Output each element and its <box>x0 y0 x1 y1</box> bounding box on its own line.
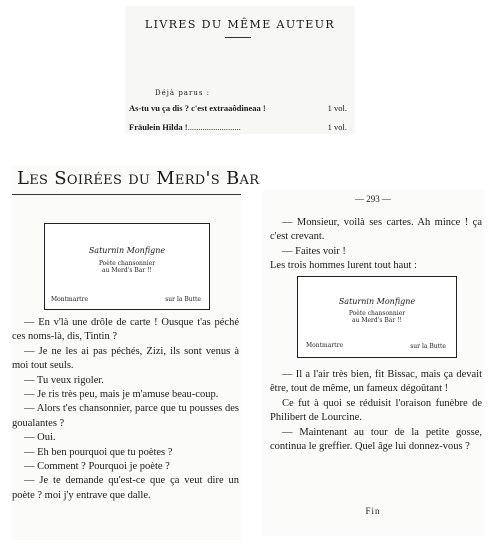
card-line: au Merd's Bar !! <box>102 267 152 274</box>
left-page-text <box>12 316 239 503</box>
card-location-left: Montmartre <box>51 296 88 303</box>
left-page <box>12 166 260 540</box>
book-entry <box>129 122 353 132</box>
paragraph: Les trois hommes lurent tout haut : <box>270 260 417 272</box>
paragraph: — Monsieur, voilà ses cartes. Ah mince ! ça c'est crevant. <box>270 217 482 243</box>
title-rule <box>12 194 241 195</box>
paragraph: — Je te demande qu'est-ce que ça veut dire un poète ? moi j'y entrave que dalle. <box>12 475 239 501</box>
card-location-left: Montmartre <box>306 342 343 349</box>
right-page-text-top <box>270 216 482 274</box>
page-number: — 293 — <box>355 194 391 204</box>
business-card <box>44 223 210 310</box>
paragraph: — Je ne les ai pas péchés, Zizi, ils sont venus à moi tout seuls. <box>12 345 239 372</box>
paragraph: — Eh ben pourquoi que tu poètes ? <box>24 446 173 458</box>
heading-rule <box>225 37 251 38</box>
book-volume: 1 vol. <box>327 103 347 113</box>
card-name: Saturnin Monfigne <box>338 297 416 306</box>
card-line: au Merd's Bar !! <box>352 317 402 324</box>
paragraph: Ce fut à quoi se réduisit l'oraison funèbre de Philibert de Lourcine. <box>270 397 482 424</box>
page-title: Les Soirées du Merd's Bar <box>17 168 260 189</box>
paragraph: — Maintenant au tour de la petite gosse, continua le greffier. Quel âge lui donnez-vous ? <box>270 426 482 453</box>
business-card <box>297 276 457 358</box>
book-title: As-tu vu ça dis ? c'est extraaôdineaa ! <box>129 103 266 113</box>
paragraph: — Faites voir ! <box>282 245 346 257</box>
paragraph: — En v'là une drôle de carte ! Ousque t'as péché ces noms-là, dis, Tintin ? <box>12 317 239 343</box>
paragraph: — Oui. <box>24 432 56 444</box>
book-title: Fräulein Hilda ! <box>129 122 188 132</box>
right-page-text-bottom <box>270 368 482 454</box>
already-published-label: Déjà parus : <box>155 89 211 97</box>
leader-dots: ......................... <box>187 122 241 132</box>
card-line: Poète chansonnier <box>98 260 156 267</box>
other-books-panel <box>125 6 355 134</box>
end-marker: Fin <box>365 506 381 516</box>
paragraph: — Je ris très peu, mais je m'amuse beau-coup. <box>24 389 219 401</box>
other-books-heading: LIVRES DU MÊME AUTEUR <box>144 18 336 31</box>
card-location-right: sur la Butte <box>165 296 201 303</box>
card-line: Poète chansonnier <box>348 310 406 317</box>
card-name: Saturnin Monfigne <box>88 246 166 255</box>
paragraph: — Comment ? Pourquoi je poète ? <box>24 461 170 473</box>
book-entry <box>129 103 353 113</box>
right-page <box>262 190 484 536</box>
card-location-right: sur la Butte <box>410 343 446 350</box>
book-volume: 1 vol. <box>327 122 347 132</box>
paragraph: — Alors t'es chansonnier, parce que tu pousses des goualantes ? <box>12 403 239 429</box>
paragraph: — Il a l'air très bien, fit Bissac, mais ça devait être, tout de même, un fameux dégoûtant ! <box>270 369 482 395</box>
paragraph: — Tu veux rigoler. <box>24 374 104 386</box>
